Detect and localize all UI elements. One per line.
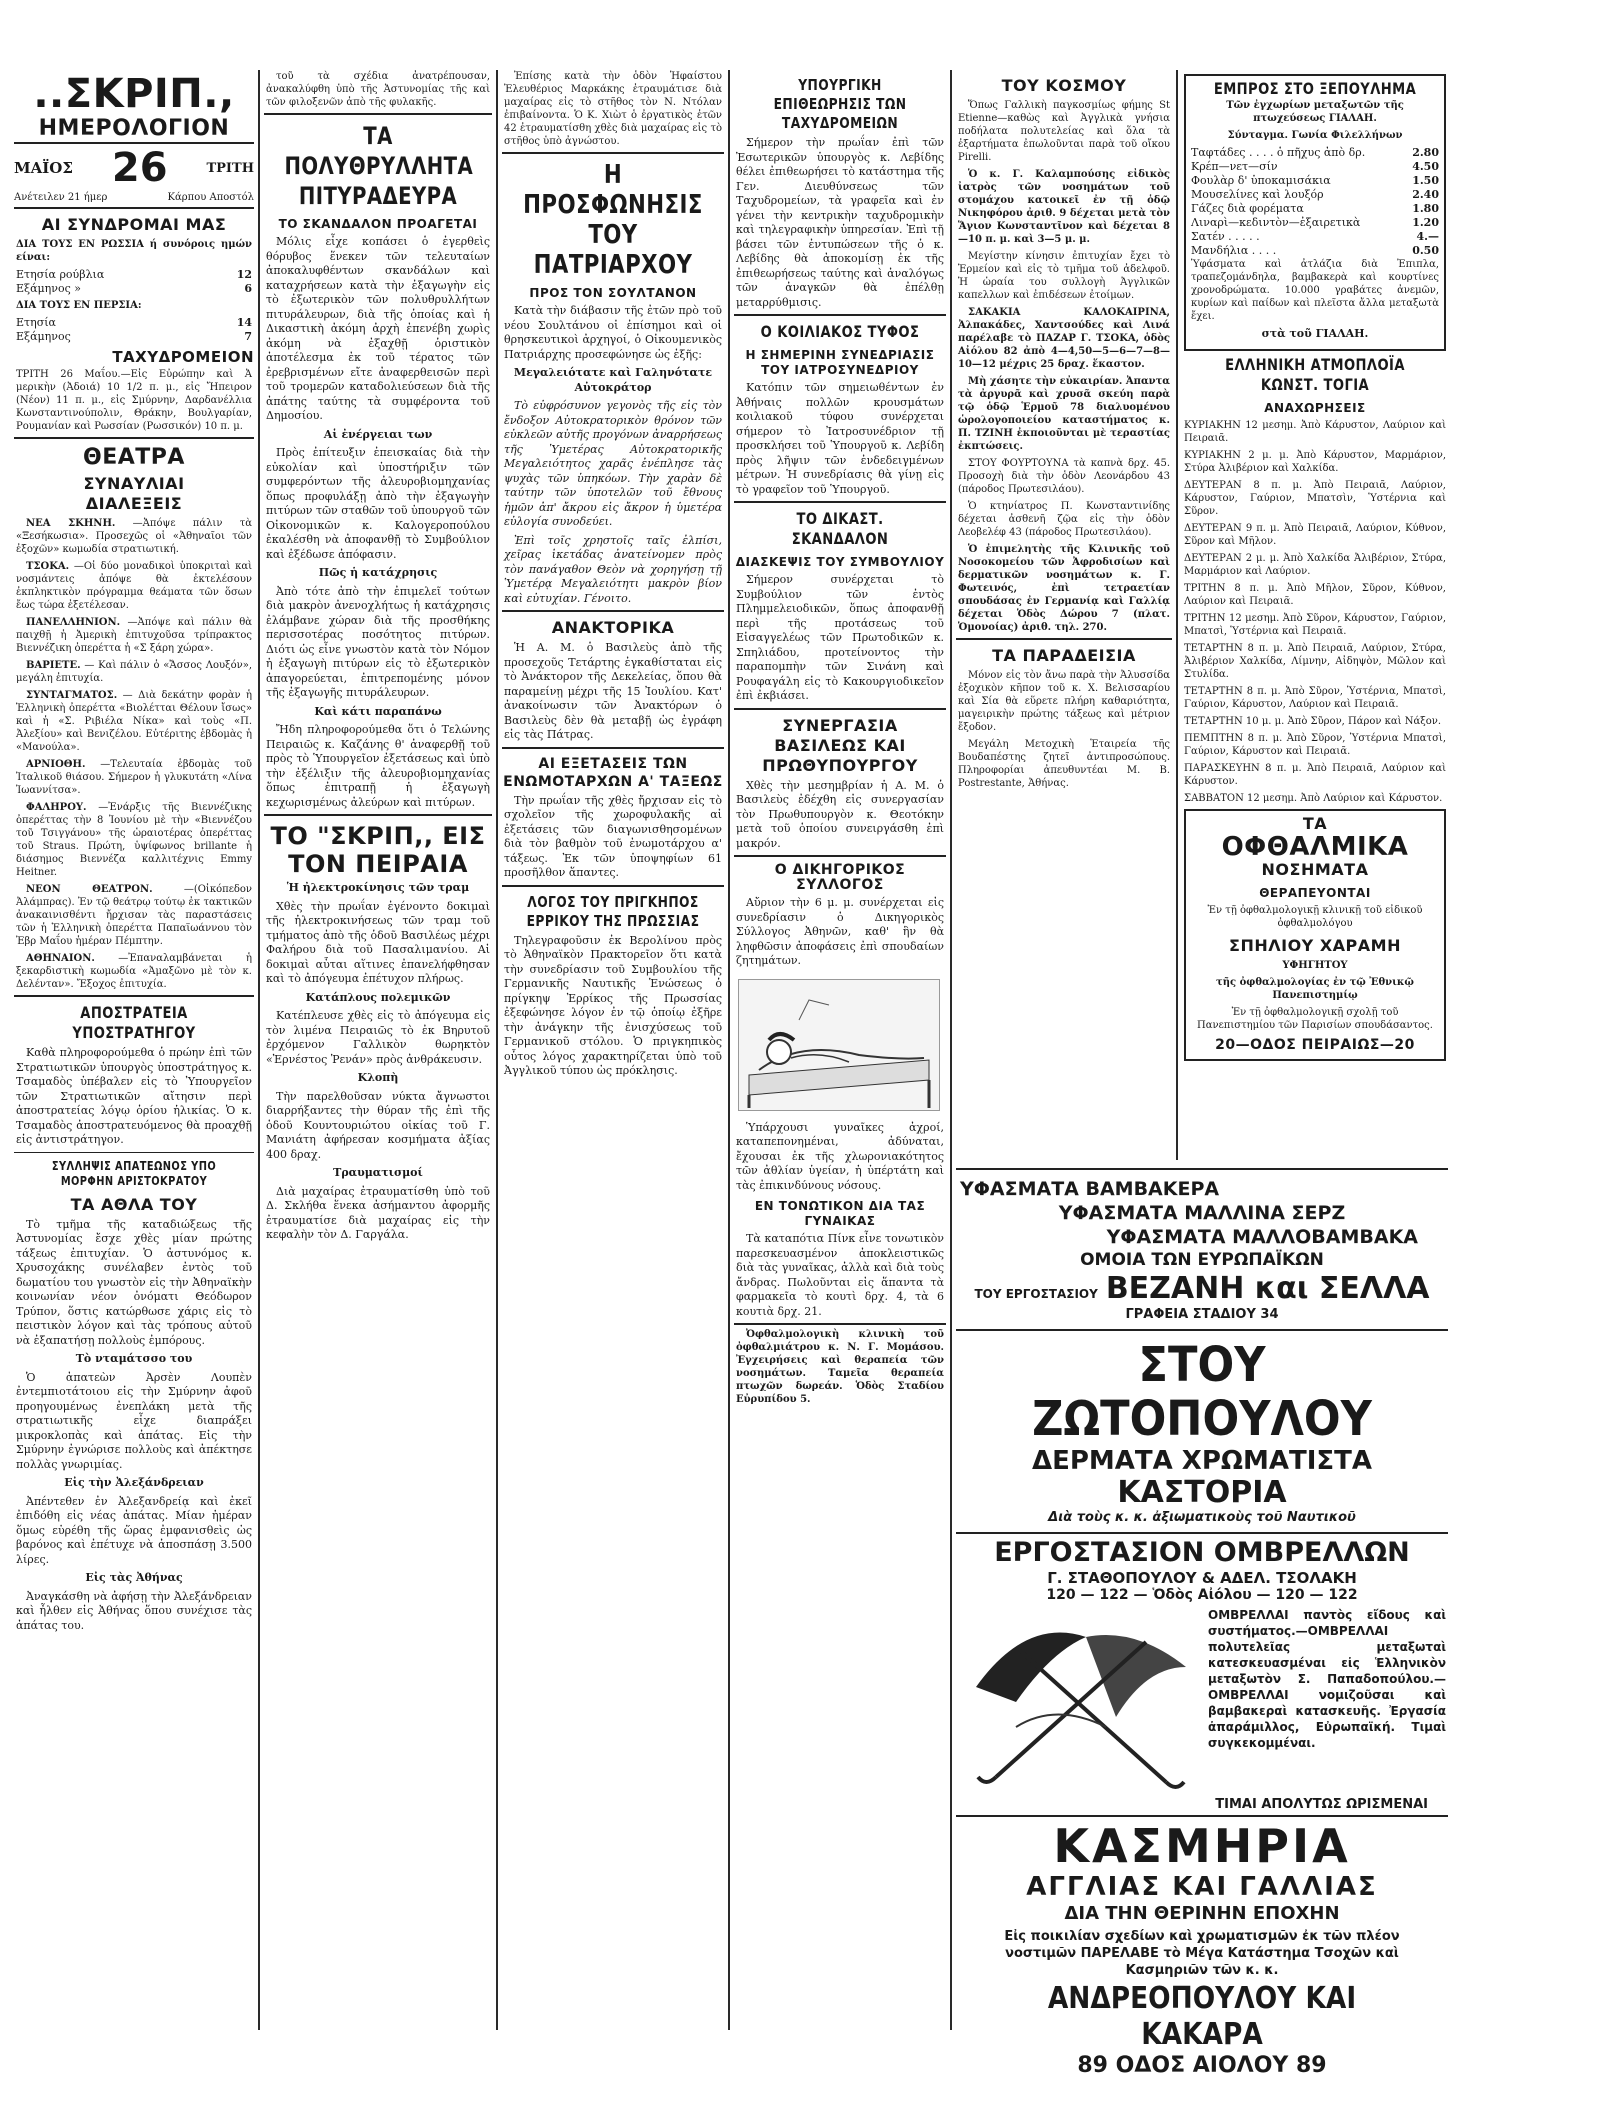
theatre-name: ΦΑΛΗΡΟΥ. <box>26 802 87 813</box>
departure-line: ΔΕΥΤΕΡΑΝ 2 μ. μ. Ἀπὸ Χαλκίδα Ἀλιβέριον, Στύρα, Μαρμάριον καὶ Λαύριον. <box>1184 552 1446 577</box>
paradise-text: Μόνον εἰς τὸν ἄνω παρὰ τὴν Ἀλυσσίδα ἐξοχικὸν κῆπον τοῦ κ. Χ. Βελισσαρίου καὶ Σία θὰ εὕρετε πλήρη καθαριότητα, μαγειρικὴν πρώτης τάξεως καὶ μέτριον ἔξοδον. <box>958 670 1170 733</box>
injury-subheading: Τραυματισμοί <box>333 1166 423 1179</box>
row-value: 1.50 <box>1412 174 1439 187</box>
eye-heading-2: ΟΦΘΑΛΜΙΚΑ <box>1221 831 1409 862</box>
russia-heading: ΔΙΑ ΤΟΥΣ ΕΝ ΡΩΣΣΙΑ ή συνόροις ημών είναι: <box>16 239 252 263</box>
leather-ad <box>956 1334 1448 1529</box>
leather-line-2: ΔΕΡΜΑΤΑ ΧΡΩΜΑΤΙΣΤΑ <box>1031 1446 1373 1476</box>
eye-text: Ἐν τῇ ὀφθαλμολογικῇ κλινικῇ τοῦ εἰδικοῦ ὀφθαλμολόγου <box>1207 904 1423 929</box>
umbrella-text: ΟΜΒΡΕΛΛΑΙ παντὸς εἴδους καὶ συστήματος.—ΟΜΒΡΕΛΛΑΙ πολυτελεῖας μεταξωταὶ κατεσκευασμέναι εἰς Ἑλληνικὸν μεταξωτὸν Σ. Παπαδοπούλου.—ΟΜΒΡΕΛΛΑΙ νομιζοῦσαι καὶ βαμβακεραὶ κατασκευῆς. Ἐργασία ἀπαράμιλλος, Εὐρωπαϊκή. Τιμαὶ συγκεκομμέναι. <box>1208 1608 1446 1750</box>
departure-line: ΤΡΙΤΗΝ 12 μεσημ. Ἀπὸ Σῦρον, Κάρυστον, Γαύριον, Μπατσὶ, Ὑστέρνια καὶ Πειραιᾶ. <box>1184 612 1446 637</box>
chance-text: Μὴ χάσητε τὴν εὐκαιρίαν. Ἀπαντα τὰ ἀργυρᾶ καὶ χρυσᾶ σκεύη παρὰ τῷ ὁδῷ Ἑρμοῦ 78 διαλυομένου ὡρολογοποιείου καταστήματος κ. Π. ΤΖΙΝΗ ἐκποιοῦνται μὲ τεραστίας ἐκπτώσεις. <box>958 376 1170 452</box>
paradise-heading: ΤΑ ΠΑΡΑΔΕΙΣΙΑ <box>992 646 1136 665</box>
column-rule <box>728 70 730 2030</box>
exams-text: Τὴν πρωΐαν τῆς χθὲς ἤρχισαν εἰς τὸ σχολεῖον τῆς χωροφυλακῆς αἱ ἐξετάσεις τῶν διαγωνισθησομένων διὰ τὸν βαθμὸν τοῦ ἐνωμοτάρχου α' τάξεως. Ἐκ τῶν ὑποψηφίων 61 προσῆλθον ἅπαντες. <box>504 793 722 879</box>
typhus-text: Κατόπιν τῶν σημειωθέντων ἐν Ἀθήναις πολλῶν κρουσμάτων κοιλιακοῦ τύφου συνέρχεται σήμερον τὸ Ἰατροσυνέδριον τῇ προσκλήσει τοῦ Ὑπουργοῦ κ. Λεβίδη πρὸς λῆψιν τῶν ἐνδεδειγμένων μέτρων. Ἡ συνεδρίασις θὰ γίνῃ εἰς τὸ γραφεῖον τοῦ Ὑπουργοῦ. <box>736 381 944 496</box>
row-value: 12 <box>236 268 252 281</box>
eye-subheading: ΘΕΡΑΠΕΥΟΝΤΑΙ <box>1259 885 1371 900</box>
patriarch-speech: Τὸ εὐφρόσυνον γεγονὸς τῆς εἰς τὸν ἔνδοξον Αὐτοκρατορικὸν θρόνον τῶν εὐκλεῶν αὐτῆς προγόνων ἀναρρήσεως τῆς Ὑμετέρας Αὐτοκρατορικῆς Μεγαλειότητος χαρᾶς ἐνέπλησε τὰς ψυχὰς τῶν ὑπηκόων. Τὴν χαρὰν δὲ ταύτην τῶν ὑποτελῶν τοῦ ἔθνους ἡμῶν ἀπ' ἄκρου εἰς ἄκρον ἡ ὑμετέρα εὐλογία συνοδεύει. <box>504 399 722 528</box>
umbrella-footer: ΤΙΜΑΙ ΑΠΟΛΥΤΩΣ ΩΡΙΣΜΕΝΑΙ <box>1215 1797 1428 1812</box>
eye-role2: τῆς ὀφθαλμολογίας ἐν τῷ Ἐθνικῷ Πανεπιστημίῳ <box>1216 976 1414 1001</box>
piraeus-heading: ΤΟ "ΣΚΡΙΠ,, ΕΙΣ ΤΟΝ ΠΕΙΡΑΙΑ <box>270 822 486 878</box>
row-value: 4.— <box>1416 230 1439 243</box>
eye-heading-3: ΝΟΣΗΜΑΤΑ <box>1261 859 1369 879</box>
divider <box>734 855 946 857</box>
row-label: Εξάμηνος <box>16 330 71 343</box>
price-row <box>16 330 252 344</box>
column-3 <box>502 70 724 2030</box>
row-label: Κρέπ—νετ—σίν <box>1191 160 1278 173</box>
row-value: 7 <box>244 330 252 343</box>
actions-text: Πρὸς ἐπίτευξιν ἐπεισκαίας διὰ τὴν εὐκολίαν καὶ ὑποστήριξιν τῶν συμφερόντων τῆς ἀλευροβιομηχανίας ὅπως προφυλάξῃ ἀπὸ τὴν ἐξαγωγὴν πιτύρων τῶν σταθῶν τοῦ ὑπουργοῦ τῶν Οἰκονομικῶν κ. Καλογεροπούλου ἐκαλέσθη νὰ ἀποφανθῇ τὸ Συμβούλιον καὶ ἐξέδωσε ἀπόφασιν. <box>266 446 490 561</box>
fabrics-line-4: ΟΜΟΙΑ ΤΩΝ ΕΥΡΩΠΑΪΚΩΝ <box>1080 1250 1324 1270</box>
more-text: Ἤδη πληροφορούμεθα ὅτι ὁ Τελώνης Πειραιῶς κ. Καζάνης θ' ἀναφερθῇ τοῦ πρὸς τὸ Ὑπουργεῖον ἐξετάσεως καὶ ὑπὸ τὴν ἐξέλιξιν τῆς ἀλευροβιομηχανίας ὅπως ἐπιτραπῇ ἡ ἐξαγωγὴ κεχωρισμένως ἀλεύρων καὶ πιτύρων. <box>266 723 490 809</box>
row-label: Εξάμηνος » <box>16 282 81 295</box>
row-label: Ταφτάδες . . . . ὁ πῆχυς ἀπὸ δρ. <box>1191 146 1366 159</box>
leather-line-1: ΣΤΟΥ ΖΩΤΟΠΟΥΛΟΥ <box>1032 1337 1372 1447</box>
alex-subheading: Εἰς τὴν Ἀλεξάνδρειαν <box>64 1476 204 1489</box>
lawyers-heading: Ο ΔΙΚΗΓΟΡΙΚΟΣ ΣΥΛΛΟΓΟΣ <box>774 862 906 893</box>
row-value: 1.20 <box>1412 216 1439 229</box>
row-value: 0.50 <box>1412 244 1439 257</box>
day-info <box>14 191 254 204</box>
actions-subheading: Αἱ ἐνέργειαι των <box>323 427 433 441</box>
lectures-heading: ΔΙΑΛΕΞΕΙΣ <box>85 494 183 513</box>
theatre-name: ΒΑΡΙΕΤΕ. <box>26 660 81 671</box>
row-label: Σατέν . . . . . <box>1191 230 1260 243</box>
persia-heading: ΔΙΑ ΤΟΥΣ ΕΝ ΠΕΡΣΙΑ: <box>16 300 142 311</box>
retire-text: Καθὰ πληροφορούμεθα ὁ πρώην ἐπὶ τῶν Στρατιωτικῶν ὑπουργὸς ὑποστράτηγος κ. Τσαμαδὸς ὑπέβαλεν εἰς τὸ Ὑπουργεῖον τῶν Στρατιωτικῶν αἴτησιν περὶ ἀποστρατείας λόγῳ ὁρίου ἡλικίας. Ὁ κ. Τσαμαδὸς ἀποστρατευόμενος θὰ προαχθῇ εἰς ἀντιστράτηγον. <box>16 1046 252 1146</box>
concerts-heading: ΣΥΝΑΥΛΙΑΙ <box>83 474 185 493</box>
company-text: Μεγάλη Μετοχικὴ Ἑταιρεία τῆς Βουδαπέστης ζητεῖ ἀντιπροσώπους. Πληροφορίαι ἀπευθυντέαι Μ. Β. Postrestante, Ἀθήνας. <box>958 739 1170 789</box>
price-row <box>1191 146 1439 160</box>
price-row <box>16 282 252 296</box>
retire-heading: ΑΠΟΣΤΡΑΤΕΙΑ ΥΠΟΣΤΡΑΤΗΓΟΥ <box>72 1003 196 1042</box>
sakakia-text: ΣΑΚΑΚΙΑ ΚΑΛΟΚΑΙΡΙΝΑ, Ἀλπακάδες, Χαντσούδες καὶ Λινά παρέλαβε τὸ ΠΑΖΑΡ Γ. ΤΣΟΚΑ, ὁδὸς Αἰόλου 82 ἀπὸ 4—4,50—5—6—7—8—10—12 μέχρις 25 δραχ. ἕκαστον. <box>958 307 1170 370</box>
world-heading: ΤΟΥ ΚΟΣΜΟΥ <box>1001 76 1127 95</box>
patriarch-text: Κατὰ τὴν διάβασιν τῆς ἐτῶν πρὸ τοῦ νέου Σουλτάνου οἱ ἐπίσημοι καὶ οἱ θρησκευτικοὶ ἀρχηγοί, ὁ Οἰκουμενικὸς Πατριάρχης προσεφώνησε ὡς ἑξῆς: <box>504 304 722 361</box>
divider <box>502 747 724 749</box>
theatre-entry <box>16 758 252 797</box>
departure-line: ΔΕΥΤΕΡΑΝ 9 π. μ. Ἀπὸ Πειραιᾶ, Λαύριον, Κύθνον, Σῦρον καὶ Μῆλον. <box>1184 522 1446 547</box>
papers-text: Μόλις εἶχε κοπάσει ὁ ἐγερθεὶς θόρυβος ἕνεκεν τῶν τελευταίων ἀποκαλυφθέντων σκανδάλων καὶ καταχρήσεων κατὰ τὴν ἐξαγωγὴν εἰς τὸ ἐξωτερικὸν τῶν πολυθρυλλήτων πιτυράλευρων, διὰ τῆς ὁποίας καὶ ἡ Δικαστικὴ ἀκόμη ἀρχὴ ἐπενέβη χωρὶς ἀκόμη νὰ ἐξαχθῇ ὁριστικὸν ἀποτέλεσμα ἐκ τοῦ τέρατος τῶν ἐρεβρισμένων εἴτε ἀναφερθεισῶν περὶ τοῦ τρομερῶν καταδολιεύσεων διὰ τῆς ἀπάτης ταύτης τὰ συμφέροντα τοῦ Δημοσίου. <box>266 235 490 422</box>
escape-text: Ὁ ἀπατεὼν Ἀρσὲν Λουπὲν ἐντεμπιοτάτοιου εἰς τὴν Σμύρνην ἀφοῦ προηγουμένως ἐνεπλάκη μετὰ τῆς στρατιωτικῆς εἶχε διαπράξει μικροκλοπὰς καὶ ἀπάτας. Εἰς τὴν Σμύρνην ἐγνώρισε πολλοὺς καὶ ἀπέκτησε πολλὰς γνωριμίας. <box>16 1370 252 1471</box>
theatre-entry <box>16 616 252 655</box>
divider <box>502 610 724 612</box>
fabrics-line-3: ΥΦΑΣΜΑΤΑ ΜΑΛΛΟΒΑΜΒΑΚΑ <box>1106 1226 1418 1248</box>
row-value: 2.40 <box>1412 188 1439 201</box>
leather-line-4: Διὰ τοὺς κ. κ. ἀξιωματικοὺς τοῦ Ναυτικοῦ <box>1048 1510 1356 1525</box>
tonic-text: Τὰ καταπότια Πίνκ εἶνε τονωτικὸν παρεσκευασμένον ἀποκλειστικῶς διὰ τὰς γυναῖκας, ἀλλὰ καὶ διὰ τοὺς ἄνδρας. Πωλοῦνται εἰς ἅπαντα τὰ φαρμακεῖα τὸ κουτὶ δρχ. 4, τὰ 6 κουτιὰ δρχ. 21. <box>736 1232 944 1318</box>
column-rule <box>258 70 260 2030</box>
column-rule <box>496 70 498 2030</box>
masthead-title: ..ΣΚΡΙΠ., <box>33 71 235 117</box>
palace-heading: ΑΝΑΚΤΟΡΙΚΑ <box>551 618 675 637</box>
umbrella-line-1: ΕΡΓΟΣΤΑΣΙΟΝ ΟΜΒΡΕΛΛΩΝ <box>994 1537 1410 1568</box>
palace-text: Ἡ Α. Μ. ὁ Βασιλεὺς ἀπὸ τῆς προσεχοῦς Τετάρτης ἐγκαθίσταται εἰς τὸ Ἀνάκτορον τῆς Δεκελείας, ὅπου θὰ παραμείνῃ μέχρι τῆς 15 Ἰουλίου. Κατ' ἀνακοίνωσιν τῶν Ἀνακτόρων ὁ Βασιλεὺς δὲν θὰ μεταβῇ ὡς ἐγράφη εἰς τὰς Πάτρας. <box>504 641 722 741</box>
world-text: Ὅπως Γαλλικὴ παγκοσμίως φήμης St Etienne—καθὼς καὶ Ἀγγλικὰ γνήσια ποδήλατα πολυτελείας καὶ ὅλα τὰ ἐξαρτήματα ἐπωλοῦνται παρὰ τοῦ οἴκου Pirelli. <box>958 100 1170 163</box>
sale-text: Μεγίστην κίνησιν ἐπιτυχίαν ἔχει τὸ Ἑρμείον καὶ εἰς τὸ τμῆμα τοῦ ἀδελφοῦ. Ἡ ὡραία του συλλογὴ Ἀγγλικῶν καπελλων καὶ ἐπιδέσεων ἐτοίμων. <box>958 251 1170 301</box>
divider <box>14 142 254 144</box>
theatre-entry <box>16 689 252 754</box>
theatre-entry <box>16 517 252 556</box>
divider <box>956 638 1172 640</box>
fabrics-factory-pre: ΤΟΥ ΕΡΓΟΣΤΑΣΙΟΥ <box>974 1287 1098 1301</box>
theatre-text: —Ἀπόψε πάλιν τὰ «Ξεσήκωσια». Προσεχῶς οἱ «Ἀθηναῖοι τῶν ἐξοχῶν» κωμωδία στρατιωτική. <box>16 518 252 555</box>
theatres-heading: ΘΕΑΤΡΑ <box>83 445 185 470</box>
column-rule <box>950 70 952 2030</box>
prizes-text: Τὸ τμῆμα τῆς καταδιώξεως τῆς Ἀστυνομίας ἔσχε χθὲς μίαν πρώτης τάξεως ἐπιτυχίαν. Ὁ ἀστυνόμος κ. Χρυσοχάκης συνέλαβεν ἐντὸς τοῦ δωματίου του γνωστὸν εἰς τὴν Ἀθηναϊκὴν κοινωνίαν νέον ὀνόματι Θεόδωρον Τρύπον, ὅστις κατώρθωσε χάρις εἰς τὸ πειστικὸν λόγον καὶ τὰς τρόπους αὐτοῦ νὰ ἐξαπατήσῃ πολλοὺς ἐμπόρους. <box>16 1217 252 1347</box>
inspection-heading: ΥΠΟΥΡΓΙΚΗ ΕΠΙΘΕΩΡΗΣΙΣ ΤΩΝ ΤΑΧΥΔΡΟΜΕΙΩΝ <box>773 76 907 132</box>
departure-line: ΚΥΡΙΑΚΗΝ 2 μ. μ. Ἀπὸ Κάρυστον, Μαρμάριον, Στύρα Ἀλιβέριον καὶ Χαλκίδα. <box>1184 449 1446 474</box>
row-value: 6 <box>244 282 252 295</box>
divider <box>956 1168 1448 1170</box>
umbrella-ad <box>956 1537 1448 1812</box>
papers-heading: ΤΑ ΠΟΛΥΘΡΥΛΛΗΤΑ ΠΙΤΥΡΑΔΕΥΡΑ <box>284 122 474 210</box>
departure-line: ΠΕΜΠΤΗΝ 8 π. μ. Ἀπὸ Σῦρον, Ὑστέρνια Μπατσὶ, Γαύριον, Κάρυστον καὶ Πειραιᾶ. <box>1184 732 1446 757</box>
price-row <box>1191 230 1439 244</box>
divider <box>502 885 724 887</box>
subscriptions-heading: ΑΙ ΣΥΝΔΡΟΜΑΙ ΜΑΣ <box>41 215 227 234</box>
departure-line: ΤΡΙΤΗΝ 8 π. μ. Ἀπὸ Μῆλον, Σῦρον, Κύθνον, Λαύριον καὶ Πειραιᾶ. <box>1184 582 1446 607</box>
eye-clinic-ad <box>1184 809 1446 1061</box>
divider <box>14 437 254 439</box>
price-row <box>1191 188 1439 202</box>
fabrics-ad <box>956 1173 1448 1326</box>
theatre-text: —Ἀπόψε καὶ πάλιν θὰ παιχθῇ ἡ Ἀμερικὴ ἐπιτυχοῦσα τρίπρακτος Βιεννέζικη ὀπερέττα ἡ «Σ ξάρη χώρα». <box>16 617 253 654</box>
divider <box>14 995 254 997</box>
col2-top-text: τοῦ τὰ σχέδια ἀνατρέπουσαν, ἀνακαλύφθη ὑπὸ τῆς Ἀστυνομίας τῆς καὶ τῶν φιλοξενῶν ἀπὸ τῆς φυλακῆς. <box>266 71 490 108</box>
clinic-text: Ὀφθαλμολογικὴ κλινικὴ τοῦ ὀφθαλμιάτρου κ. Ν. Γ. Μομάσου. Ἐγχειρήσεις καὶ θεραπεία τῶν νοσημάτων. Ταμεῖα θεραπεία πτωχῶν δωρεάν. Ὁδὸς Σταδίου Εὐρυπίδου 5. <box>736 1329 944 1405</box>
front-address: Σύνταγμα. Γωνία Φιλελλήνων <box>1227 130 1403 141</box>
cashmere-line-4: Εἰς ποικιλίαν σχεδίων καὶ χρωματισμῶν ἐκ τῶν πλέον νοστιμῶν ΠΑΡΕΛΑΒΕ τὸ Μέγα Κατάστημα Τσοχῶν καὶ Κασμηριῶν τῶν κ. κ. <box>1004 1929 1400 1978</box>
divider <box>956 1815 1448 1817</box>
row-value: 4.50 <box>1412 160 1439 173</box>
theatre-text: —Ἐνάρξις τῆς Βιεννέζικης ὀπερέττας τὴν 8 Ἰουνίου μὲ τὴν «Βιεννέζου τοῦ Τσιγγάνου» τῆς ὡραιοτέρας ὀπερέττας τοῦ Straus. Πρώτη, ὑψίφωνος brillante ἡ διάσημος Βιεννέζα καλλιτέχνις Emmy Heitner. <box>16 802 252 878</box>
arrest-heading: ΣΥΛΛΗΨΙΣ ΑΠΑΤΕΩΝΟΣ ΥΠΟ ΜΟΡΦΗΝ ΑΡΙΣΤΟΚΡΑΤΟΥ <box>51 1158 217 1188</box>
leather-line-3: ΚΑΣΤΟΡΙΑ <box>1117 1475 1287 1510</box>
judicial-subheading: ΔΙΑΣΚΕΨΙΣ ΤΟΥ ΣΥΜΒΟΥΛΙΟΥ <box>735 555 945 569</box>
theatre-entry <box>16 560 252 612</box>
theatre-text: —Ἐπαναλαμβάνεται ἡ ξεκαρδιστικὴ κωμωδία «Ἀμαξῶνο μὲ τὸν κ. Δελένταν». Ἔξοχος ἐπιτυχία. <box>16 953 252 990</box>
divider <box>734 708 946 710</box>
theatre-entry <box>16 801 252 879</box>
row-value: 1.80 <box>1412 202 1439 215</box>
theatre-text: — Διὰ δεκάτην φορὰν ἡ Ἑλληνικὴ ὀπερέττα «Βιολέτται Θέλουν ἴσως» καὶ ἡ «Σ. Ριβιέλα Νίκα» καὶ τοὺς «Π. Ἀλεξίου» καὶ Βενιζέλου. Εὐτέριτης ἑβδομὰς ἡ «Μανούλα». <box>16 690 252 753</box>
column-5 <box>956 70 1172 1160</box>
theatre-text: —Τελευταία ἑβδομὰς τοῦ Ἰταλικοῦ θιάσου. Σήμερον ἡ γλυκυτάτη «Λίνα Ἰωαννίτσα». <box>16 759 252 796</box>
row-value: 14 <box>236 316 252 329</box>
eye-address: 20—ΟΔΟΣ ΠΕΙΡΑΙΩΣ—20 <box>1215 1036 1415 1053</box>
row-value: 2.80 <box>1412 146 1439 159</box>
cashmere-line-2: ΑΓΓΛΙΑΣ ΚΑΙ ΓΑΛΛΙΑΣ <box>1026 1872 1378 1902</box>
inspection-text: Σήμερον τὴν πρωΐαν ἐπὶ τῶν Ἐσωτερικῶν ὑπουργὸς κ. Λεβίδης θέλει ἐπιθεωρήσει τὸ κατάστημα τῆς Γεν. Διευθύνσεως τῶν Ταχυδρομείων, τὰ γραφεῖα καὶ ἐν γένει τὴν κεντρικὴν ταχυδρομικὴν καὶ τηλεγραφικὴν ὑπηρεσίαν. Ἐπὶ τῇ βάσει τῶν ἐντυπώσεων τῆς ὁ κ. Λεβίδης θὰ ἀποκομίσῃ ἐκ τῆς ἐπιθεωρήσεως ταύτης καὶ ἀναλόγως τῶν ἀναγκῶν θὰ ἐπέλθῃ μεταρρύθμισις. <box>736 136 944 309</box>
day-number: 26 <box>111 145 168 191</box>
theatre-text: — Καὶ πάλιν ὁ «Ἄσσος Λουξόν», μεγάλη ἐπιτυχία. <box>16 660 252 684</box>
departure-line: ΤΕΤΑΡΤΗΝ 8 π. μ. Ἀπὸ Σῦρον, Ὑστέρνια, Μπατσὶ, Γαύριον, Κάρυστον, Λαύριον καὶ Πειραιᾶ. <box>1184 685 1446 710</box>
umbrella-illustration <box>956 1607 1206 1797</box>
patriarch-heading: Η ΠΡΟΣΦΩΝΗΣΙΣ ΤΟΥ ΠΑΤΡΙΑΡΧΟΥ <box>523 160 703 280</box>
stove-text: ΣΤΟΥ ΦΟΥΡΤΟΥΝΑ τὰ καπνὰ δρχ. 45. Προσοχὴ διὰ τὴν ὁδὸν Λεονάρδου 43 (πάροδος Πρωτεσιλάου). <box>958 458 1170 495</box>
price-row <box>1191 202 1439 216</box>
front-subheading: Τῶν ἐγχωρίων μεταξωτῶν τῆς πτωχεύσεως ΓΙΑΛΑΗ. <box>1226 100 1404 124</box>
column-1 <box>14 70 254 2030</box>
divider <box>956 1532 1448 1534</box>
column-4 <box>734 70 946 2030</box>
front-sale-ad <box>1184 74 1446 351</box>
exams-heading: ΑΙ ΕΞΕΤΑΣΕΙΣ ΤΩΝ ΕΝΩΜΟΤΑΡΧΩΝ Α' ΤΑΞΕΩΣ <box>503 755 723 790</box>
theatre-name: ΤΣΟΚΑ. <box>26 561 70 572</box>
theatre-name: ΠΑΝΕΛΛΗΝΙΟΝ. <box>26 617 121 628</box>
cashmere-line-5: ΑΝΔΡΕΟΠΟΥΛΟΥ ΚΑΙ ΚΑΚΑΡΑ <box>1047 1981 1357 2052</box>
column-6 <box>1182 70 1448 1160</box>
escape-subheading: Τὸ νταμάτσσο του <box>75 1352 193 1365</box>
departure-line: ΤΕΤΑΡΤΗΝ 10 μ. μ. Ἀπὸ Σῦρον, Πάρον καὶ Νάξον. <box>1184 715 1442 727</box>
departure-line: ΔΕΥΤΕΡΑΝ 8 π. μ. Ἀπὸ Πειραιᾶ, Λαύριον, Κάρυστον, Γαύριον, Μπατσὶν, Ὑστέρνια καὶ Σῦρον. <box>1184 479 1446 517</box>
column-2 <box>264 70 492 2030</box>
patriarch-subheading: ΠΡΟΣ ΤΟΝ ΣΟΥΛΤΑΝΟΝ <box>529 286 697 300</box>
front-text: Ὑφάσματα καὶ ἀτλάζια διὰ Ἐπιπλα, τραπεζομάνδηλα, βαμβακερὰ καὶ κουρτίνες χρονοδρώματα. 10.000 γραβάτες ἀνεμῶν, κυρίων καὶ παίδων καὶ πλεῖστα ἄλλα μεταξωτὰ ἔχει. <box>1191 259 1439 322</box>
weekday: ΤΡΙΤΗ <box>206 160 254 176</box>
doctor-text: Ὁ κ. Γ. Καλαμπούσης εἰδικὸς ἰατρὸς τῶν νοσημάτων τοῦ στομάχου κατοικεῖ ἐν τῇ ὁδῷ Νικηφόρου ἀριθ. 9 δέχεται μετὰ τὸν Ἅγιον Κωνσταντῖνον καὶ δέχεται 8—10 π. μ. καὶ 3—5 μ. μ. <box>958 169 1170 245</box>
divider <box>734 501 946 503</box>
fleet-text: Κατέπλευσε χθὲς εἰς τὸ ἀπόγευμα εἰς τὸν λιμένα Πειραιῶς τὸ ἐκ Βηρυτοῦ ἐρχόμενον Γαλλικὸν θωρηκτὸν «Ἐρνέστος Ῥενάν» πρὸς ἀνθράκευσιν. <box>266 1009 490 1066</box>
theatre-entry <box>16 883 252 948</box>
lawyers-text: Αὔριον τὴν 6 μ. μ. συνέρχεται εἰς συνεδρίασιν ὁ Δικηγορικὸς Σύλλογος Ἀθηνῶν, καθ' ἣν θὰ ληφθῶσιν ἀποφάσεις ἐπὶ σπουδαίων ζητημάτων. <box>736 896 944 967</box>
divider <box>14 207 254 209</box>
piraeus-subheading: Ἡ ἠλεκτροκίνησις τῶν τραμ <box>286 881 470 894</box>
divider <box>264 814 492 816</box>
theatre-entry <box>16 952 252 991</box>
row-label: Φουλὰρ δ' ὑποκαμισάκια <box>1191 174 1331 187</box>
newspaper-page <box>14 70 1448 2078</box>
row-label: Μανδήλια . . . . <box>1191 244 1277 257</box>
price-row <box>1191 160 1439 174</box>
day-info-right: Κάρπου Αποστόλ <box>167 192 254 203</box>
post-heading: ΤΑΧΥΔΡΟΜΕΙΟΝ <box>112 348 254 366</box>
divider <box>956 1329 1448 1331</box>
sick-animals-text: Ὁ κτηνίατρος Π. Κωνσταντινίδης δέχεται ἀσθενῆ ζῷα εἰς τὴν ὁδὸν Λεοβελέφ 43 (πάροδος Πρωτεσιλάου). <box>958 501 1170 538</box>
abuse-text: Ἀπὸ τότε ἀπὸ τὴν ἐπιμελεῖ τούτων διὰ μακρὸν ἀνενοχλήτως ἡ κατάχρησις ἐλάμβανε χώραν διὰ τῆς προσθήκης περισσοτέρας ποσότητος πιτύρων. Διότι ὡς εἶνε γνωστὸν κατὰ τὸν Νόμον ἡ ἐξαγωγὴ πιτύρων εἰς τὸ ἐξωτερικὸν ἀπαγορεύεται, ἐπιτρεπομένης μόνον τῆς ἐξαγωγῆς πιτυράλευρων. <box>266 584 490 699</box>
sick-woman-illustration <box>738 979 940 1111</box>
umbrella-body <box>956 1607 1448 1797</box>
price-row <box>16 316 252 330</box>
abuse-subheading: Πῶς ἡ κατάχρησις <box>318 566 438 579</box>
fabrics-factory-name: ΒΕΖΑΝΗ και ΣΕΛΛΑ <box>1105 1271 1430 1306</box>
row-label: Λιναρὶ—κεδιντὸν—ἐξαιρετικὰ <box>1191 216 1361 229</box>
departure-line: ΣΑΒΒΑΤΟΝ 12 μεσημ. Ἀπὸ Λαύριον καὶ Κάρυστον. <box>1184 792 1443 804</box>
theatre-entry <box>16 659 252 685</box>
departure-line: ΚΥΡΙΑΚΗΝ 12 μεσημ. Ἀπὸ Κάρυστον, Λαύριον καὶ Πειραιᾶ. <box>1184 419 1446 444</box>
fabrics-office: ΓΡΑΦΕΙΑ ΣΤΑΔΙΟΥ 34 <box>1125 1307 1279 1322</box>
front-heading: ΕΜΠΡΟΣ ΣΤΟ ΞΕΠΟΥΛΗΜΑ <box>1213 79 1417 98</box>
eye-role: ΥΦΗΓΗΤΟΥ <box>1282 959 1348 971</box>
theatre-name: ΑΘΗΝΑΙΟΝ. <box>26 953 95 964</box>
fabrics-line-2: ΥΦΑΣΜΑΤΑ ΜΑΛΛΙΝΑ ΣΕΡΖ <box>1058 1202 1346 1224</box>
theatre-name: ΝΕΟΝ ΘΕΑΤΡΟΝ. <box>26 884 153 895</box>
injury-text: Διὰ μαχαίρας ἐτραυματίσθη ὑπὸ τοῦ Δ. Σκλήθα ἕνεκα ἀσήμαντου ἀφορμῆς ἐτραυματίσε διὰ μαχαίρας εἰς τὴν κεφαλὴν τὸν Δ. Γαργάλα. <box>266 1184 490 1241</box>
athens-text: Ἀναγκάσθη νὰ ἀφήσῃ τὴν Ἀλεξάνδρειαν καὶ ἦλθεν εἰς Ἀθήνας ὅπου συνέχισε τὰς ἀπάτας του. <box>16 1589 252 1632</box>
umbrella-line-2: Γ. ΣΤΑΘΟΠΟΥΛΟΥ & ΑΔΕΛ. ΤΣΟΛΑΚΗ <box>1047 1569 1357 1587</box>
divider <box>264 113 492 115</box>
departure-line: ΤΕΤΑΡΤΗΝ 8 π. μ. Ἀπὸ Πειραιᾶ, Λαύριον, Στύρα, Ἀλιβέριον Χαλκίδα, Λίμνην, Αἰδηψὸν, Μῶλον καὶ Στυλίδα. <box>1184 642 1446 680</box>
departure-line: ΠΑΡΑΣΚΕΥΗΝ 8 π. μ. Ἀπὸ Πειραιᾶ, Λαύριον καὶ Κάρυστον. <box>1184 762 1446 787</box>
row-label: Γάζες διὰ φορέματα <box>1191 202 1304 215</box>
typhus-subheading: Η ΣΗΜΕΡΙΝΗ ΣΥΝΕΔΡΙΑΣΙΣ ΤΟΥ ΙΑΤΡΟΣΥΝΕΔΡΙΟΥ <box>745 348 935 377</box>
umbrella-line-3: 120 — 122 — Ὁδὸς Αἰόλου — 120 — 122 <box>1046 1587 1358 1603</box>
piraeus-text: Χθὲς τὴν πρωΐαν ἐγένοντο δοκιμαὶ τῆς ἠλεκτροκινήσεως τῶν τραμ τοῦ τμήματος ἀπὸ τῆς ὁδοῦ Βασιλέως μέχρι Φαλήρου διὰ τοῦ Πασαλιμανίου. Αἱ δοκιμαὶ αὗται αἵτινες ἐπανελήφθησαν καὶ τὸ ἀπόγευμα ἐπέτυχον πλήρως. <box>266 899 490 985</box>
eye-heading-1: ΤΑ <box>1302 813 1328 833</box>
column-rule <box>1176 70 1178 1160</box>
post-text: ΤΡΙΤΗ 26 Μαΐου.—Εἰς Εὐρώπην καὶ Ἀ μερικὴν (Ἀδοιά) 10 1/2 π. μ., εἰς Ἤπειρον (Νέον) 11 π. μ., εἰς Σμύρνην, Δαρδανέλλια Κωνσταντινούπολιν, Θράκην, Βουλγαρίαν, Ρουμανίαν καὶ Ρωσσίαν (Ρωσσικόν) 10 π. μ. <box>16 369 252 432</box>
masthead-subtitle: ΗΜΕΡΟΛΟΓΙΟΝ <box>38 116 230 141</box>
price-row <box>16 268 252 282</box>
theatre-name: ΣΥΝΤΑΓΜΑΤΟΣ. <box>26 690 118 701</box>
fleet-subheading: Κατάπλους πολεμικῶν <box>305 990 451 1004</box>
cashmere-line-6: 89 ΟΔΟΣ ΑΙΟΛΟΥ 89 <box>1077 2053 1327 2078</box>
cashmere-ad <box>956 1820 1448 2079</box>
ads-block <box>956 1165 1448 2078</box>
divider <box>734 1323 946 1325</box>
scandal-subheading: ΤΟ ΣΚΑΝΔΑΛΟΝ ΠΡΟΑΓΕΤΑΙ <box>278 217 478 231</box>
clinic2-text: Ὁ ἐπιμελητὴς τῆς Κλινικῆς τοῦ Νοσοκομείου τῶν Ἀφροδισίων καὶ δερματικῶν νοσημάτων κ. Γ. Φωτεινός, ἐπὶ τετραετίαν σπουδάσας ἐν Γερμανίᾳ καὶ Γαλλίᾳ δέχεται Ὁδὸς Δώρου 7 (πλατ. Ὁμονοίας) ἀριθ. τηλ. 270. <box>958 544 1170 633</box>
more-subheading: Καὶ κάτι παραπάνω <box>314 704 442 718</box>
theft-subheading: Κλοπὴ <box>357 1071 399 1084</box>
day-info-left: Ανέτειλεν 21 ήμερ <box>14 192 108 203</box>
departures-heading: ΑΝΑΧΩΡΗΣΕΙΣ <box>1264 400 1366 415</box>
prince-heading: ΛΟΓΟΣ ΤΟΥ ΠΡΙΓΚΗΠΟΣ ΕΡΡΙΚΟΥ ΤΗΣ ΠΡΩΣΣΙΑΣ <box>526 892 700 930</box>
month: ΜΑΪΟΣ <box>14 159 73 177</box>
theatre-name: ΑΡΝΙΟΘΗ. <box>26 759 86 770</box>
row-label: Μουσελίνες καὶ λουξόρ <box>1191 188 1324 201</box>
prizes-heading: ΤΑ ΑΘΛΑ ΤΟΥ <box>70 1194 198 1214</box>
theatre-text: —Οἱ δύο μοναδικοὶ ὑποκριταὶ καὶ νοσμάντεις ἀπόψε θὰ ἐκτελέσουν ἐκπληκτικὸν πρόγραμμα θεάματα τῶν ὅσων ἔως τώρα ἐξετέλεσαν. <box>16 561 252 611</box>
typhus-heading: Ο ΚΟΙΛΙΑΚΟΣ ΤΥΦΟΣ <box>760 322 920 341</box>
athens-subheading: Εἰς τὰς Ἀθήνας <box>85 1571 183 1584</box>
eye-doctor: ΣΠΗΛΙΟΥ ΧΑΡΑΜΗ <box>1229 935 1401 955</box>
price-row <box>1191 244 1439 258</box>
row-label: Ετησία ρούβλια <box>16 268 105 281</box>
women-text: Ὑπάρχουσι γυναῖκες ἀχροί, καταπεπονημέναι, ἀδύναται, ἔχουσαι ἐκ τῆς χλωρονιακότητος τῶν ἀθλίαν ὑγείαν, ἡ ὑπέρτάτη καὶ τὰς ἐπικινδύνους νόσους. <box>736 1120 944 1192</box>
theatre-text: —(Οἰκόπεδον Ἀλάμπρας). Ἐν τῷ θεάτρῳ τούτῳ ἐκ τακτικῶν ἀνακαινισθέντι ἤρχισαν τὰς παραστάσεις τῶν ἡ Ἑλληνικὴ ὀπερέττα Παπαϊωάννου τὸν Ἐβρ Μαΐου ἡμέραν Πέμπτην. <box>16 884 252 947</box>
divider <box>734 314 946 316</box>
prince-text: Τηλεγραφοῦσιν ἐκ Βερολίνου πρὸς τὸ Ἀθηναϊκὸν Πρακτορεῖον ὅτι κατὰ τὴν συνεδρίασιν τοῦ Συμβουλίου τῆς Γερμανικῆς Ναυτικῆς Ἑνώσεως ὁ πρίγκηψ Ἐρρίκος τῆς Πρωσσίας ἐξεφώνησε λόγον ἐν τῷ ὁποίῳ ἐξῆρε τὴν ἀνάγκην τῆς ἐνισχύσεως τοῦ Γερμανικοῦ στόλου. Ὁ πριγκηπικὸς οὗτος λόγος χαρακτηρίζεται ὑπὸ τοῦ Ἀγγλικοῦ τύπου ὡς πρόκλησις. <box>504 933 722 1077</box>
date-row <box>14 147 254 189</box>
theatre-name: ΝΕΑ ΣΚΗΝΗ. <box>26 518 116 529</box>
row-label: Ετησία <box>16 316 56 329</box>
coop-heading: ΣΥΝΕΡΓΑΣΙΑ ΒΑΣΙΛΕΩΣ ΚΑΙ ΠΡΩΘΥΠΟΥΡΓΟΥ <box>762 715 918 775</box>
coop-text: Χθὲς τὴν μεσημβρίαν ἡ Α. Μ. ὁ Βασιλεὺς ἐδέχθη εἰς συνεργασίαν τὸν Πρωθυπουργὸν κ. Θεοτόκην μετὰ τοῦ ὁποίου συνειργάσθη ἐπὶ μακρόν. <box>736 778 944 850</box>
majesty-subheading: Μεγαλειότατε καὶ Γαληνότατε Αὐτοκράτορ <box>513 366 713 394</box>
price-row <box>1191 216 1439 230</box>
tonic-heading: ΕΝ ΤΟΝΩΤΙΚΟΝ ΔΙΑ ΤΑΣ ΓΥΝΑΙΚΑΣ <box>754 1199 926 1228</box>
eye-text2: Ἐν τῇ ὀφθαλμολογικῇ σχολῇ τοῦ Πανεπιστημίου τῶν Παρισίων σπουδάσαντος. <box>1197 1006 1433 1031</box>
judicial-text: Σήμερον συνέρχεται τὸ Συμβούλιον τῶν ἐντὸς Πλημμελειοδικῶν, ὅπως ἀποφανθῇ περὶ τῆς προτάσεως τοῦ Εἰσαγγελέως τῶν Πρωτοδικῶν κ. Σπηλιάδου, προτείνοντος τὴν παραπομπὴν τῶν Σινάνη καὶ Ρουφαγάλη εἰς τὸ Κακουργιοδικεῖον ἐπὶ ἐκβιάσει. <box>736 573 944 702</box>
divider <box>502 152 724 154</box>
alex-text: Ἀπέντεθεν ἐν Ἀλεξανδρείᾳ καὶ ἐκεῖ ἐπιδόθη εἰς νέας ἀπάτας. Μίαν ἡμέραν ὅμως εὑρέθη τῆς ὥρας ἐμφανισθεὶς ὡς βαρόνος καὶ ἐπέτυχε νὰ ἀποσπάσῃ 3.500 λίρες. <box>16 1494 252 1566</box>
divider <box>14 1152 254 1153</box>
price-row <box>1191 174 1439 188</box>
fabrics-line-1: ΥΦΑΣΜΑΤΑ ΒΑΜΒΑΚΕΡΑ <box>960 1178 1220 1200</box>
cashmere-line-1: ΚΑΣΜΗΡΙΑ <box>1053 1819 1351 1873</box>
ship-heading: ΕΛΛΗΝΙΚΗ ΑΤΜΟΠΛΟΪΑ ΚΩΝΣΤ. ΤΟΓΙΑ <box>1225 354 1405 394</box>
judicial-heading: ΤΟ ΔΙΚΑΣΤ. ΣΚΑΝΔΑΛΟΝ <box>791 509 889 548</box>
cashmere-line-3: ΔΙΑ ΤΗΝ ΘΕΡΙΝΗΝ ΕΠΟΧΗΝ <box>1064 1903 1340 1924</box>
fabrics-factory <box>956 1271 1448 1307</box>
patriarch-final: Ἐπὶ τοῖς χρηστοῖς ταῖς ἐλπίσι, χεῖρας ἱκετάδας ἀνατείνομεν πρὸς τὸν πανάγαθον Θεὸν νὰ χορηγήσῃ τῇ Ὑμετέρᾳ Μεγαλειότητι μακρὸν βίον καὶ εὐτυχίαν. Γένοιτο. <box>504 533 722 605</box>
col3-top-text: Ἐπίσης κατὰ τὴν ὁδὸν Ἡφαίστου Ἐλευθέριος Μαρκάκης ἐτραυμάτισε διὰ μαχαίρας εἰς τὸ στῆθος τὸν Ν. Ντόλαν ἐπιβαίνοντα. Ὁ Κ. Χιὼτ ὁ ἐργατικὸς ἐτῶν 42 ἐτραυματίσθη χθὲς διὰ μαχαίρας εἰς τὸ στῆθος ὑπὸ ἀγνώστου. <box>504 71 722 147</box>
theft-text: Τὴν παρελθοῦσαν νύκτα ἄγνωστοι διαρρήξαντες τὴν θύραν τῆς ἐπὶ τῆς ὁδοῦ Κουντουριώτου οἰκίας τοῦ Γ. Μανιάτη ἀφήρεσαν κοσμήματα ἀξίας 400 δραχ. <box>266 1089 490 1161</box>
front-footer: στὰ τοῦ ΓΙΑΛΑΗ. <box>1261 327 1369 340</box>
